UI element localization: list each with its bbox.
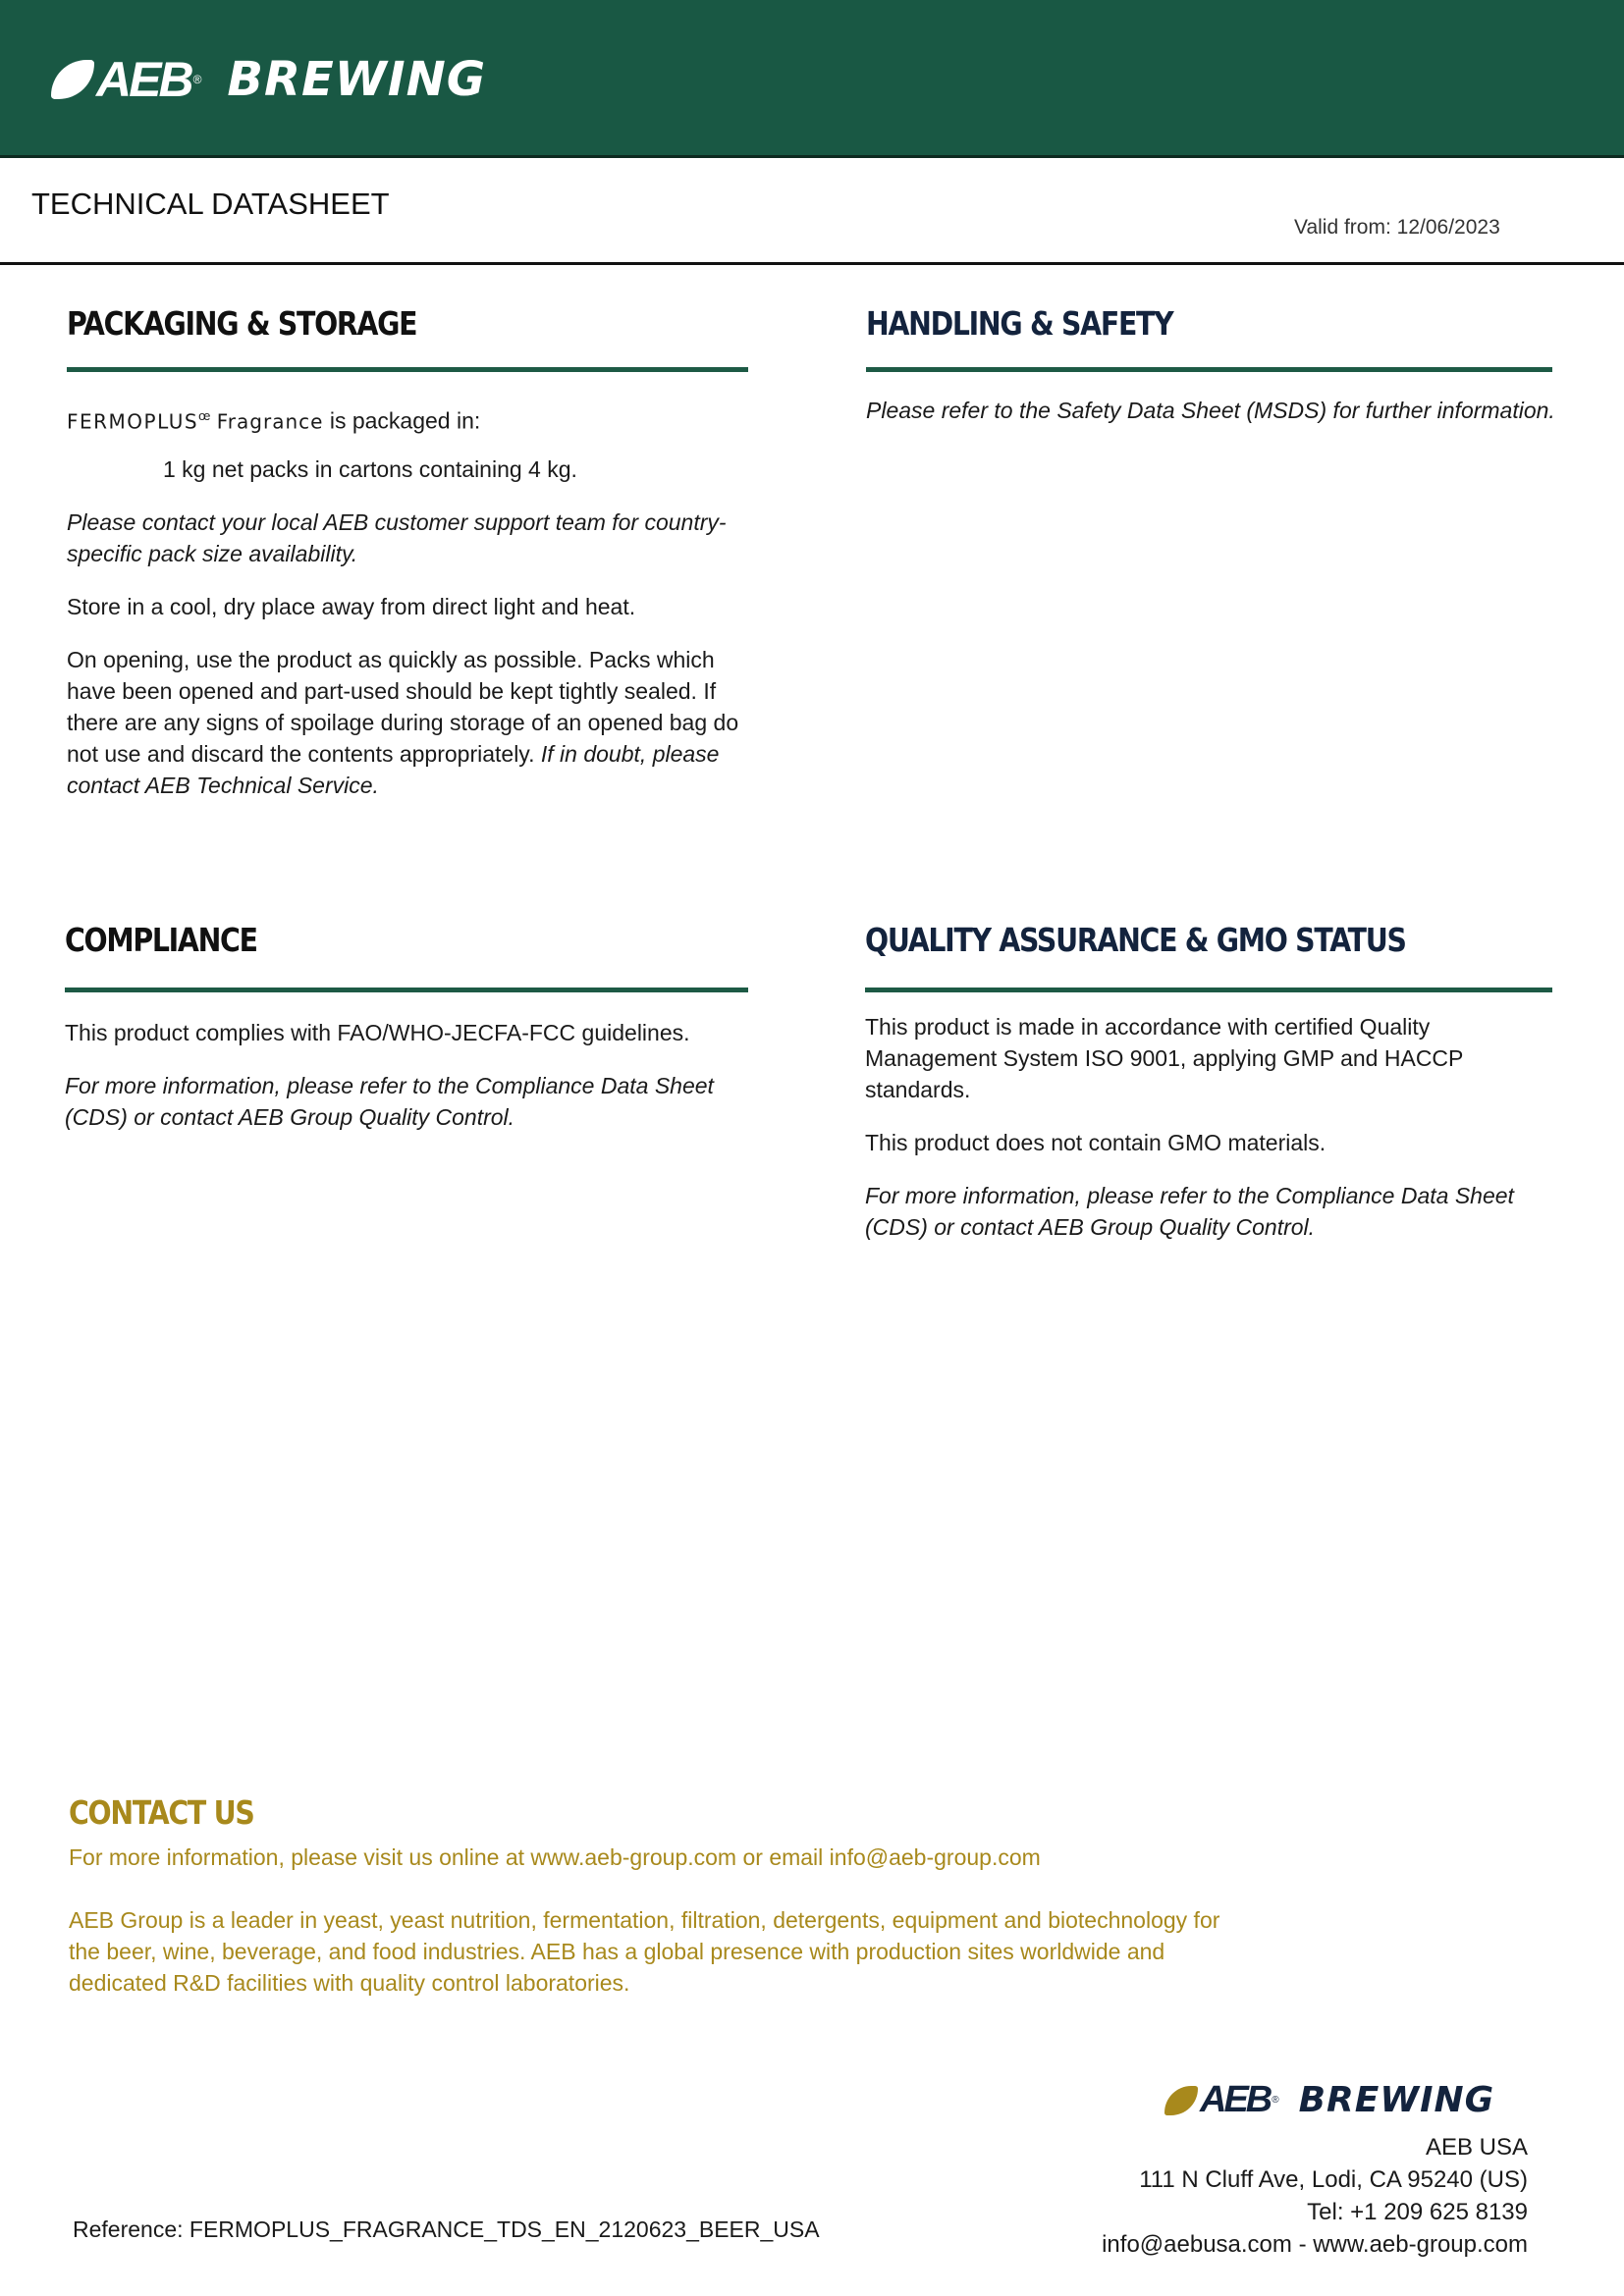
handling-safety-text: Please refer to the Safety Data Sheet (MSDS) for further information.: [866, 398, 1555, 423]
quality-text: This product is made in accordance with certified Quality Management System ISO 9001, applying GMP and HACCP standards.: [865, 1014, 1463, 1102]
contact-us-heading: CONTACT US: [69, 1793, 254, 1832]
pack-availability-note: Please contact your local AEB customer support team for country-specific pack size availability.: [67, 509, 727, 566]
logo-brewing-text: BREWING: [227, 52, 487, 107]
storage-text: Store in a cool, dry place away from direct light and heat.: [67, 594, 636, 619]
leaf-logo-icon: [51, 60, 94, 99]
quality-gmo-heading: QUALITY ASSURANCE & GMO STATUS: [865, 921, 1406, 959]
company-phone: Tel: +1 209 625 8139: [1307, 2199, 1528, 2225]
product-name: FERMOPLUS: [67, 409, 199, 434]
compliance-rule: [65, 988, 748, 992]
footer-logo-registered: ®: [1272, 2095, 1279, 2106]
handling-safety-heading: HANDLING & SAFETY: [866, 304, 1173, 343]
company-address: 111 N Cluff Ave, Lodi, CA 95240 (US): [1139, 2166, 1528, 2193]
title-divider: [0, 262, 1624, 265]
logo-registered-mark: ®: [192, 73, 202, 86]
opening-instructions: On opening, use the product as quickly as possible. Packs which have been opened and part-used should be kept tightly sealed. If there are any signs of spoilage during storage of an opened bag do not use and discard the contents appropriately.: [67, 647, 739, 767]
opening-text: [67, 644, 754, 801]
gmo-status-text: This product does not contain GMO materials.: [865, 1130, 1326, 1155]
packaging-rule: [67, 367, 748, 372]
header-band: [0, 0, 1624, 155]
header-divider: [0, 155, 1624, 158]
handling-rule: [866, 367, 1552, 372]
company-web-email: info@aebusa.com - www.aeb-group.com: [1102, 2231, 1528, 2258]
compliance-heading: COMPLIANCE: [65, 921, 257, 959]
contact-line: For more information, please visit us online at www.aeb-group.com or email info@aeb-group.com: [69, 1844, 1041, 1870]
footer-logo-brewing: BREWING: [1298, 2080, 1495, 2120]
opening-doubt-note: If in doubt, please contact AEB Technical Service.: [67, 741, 720, 798]
product-suffix: œ: [198, 408, 211, 423]
footer-logo: [1164, 2079, 1494, 2121]
packaging-intro: [67, 400, 754, 438]
logo-aeb-text: AEB: [96, 52, 191, 107]
valid-from-date: Valid from: 12/06/2023: [1294, 216, 1500, 239]
compliance-text: This product complies with FAO/WHO-JECFA-FCC guidelines.: [65, 1020, 690, 1045]
quality-rule: [865, 988, 1552, 992]
aeb-brewing-logo: [51, 51, 486, 108]
footer-logo-aeb: AEB: [1200, 2079, 1271, 2120]
company-name: AEB USA: [1425, 2134, 1528, 2161]
document-reference: Reference: FERMOPLUS_FRAGRANCE_TDS_EN_2120623_BEER_USA: [73, 2216, 820, 2242]
footer-leaf-icon: [1164, 2086, 1198, 2115]
packaged-in-text: is packaged in:: [329, 407, 481, 434]
aeb-about-text: AEB Group is a leader in yeast, yeast nutrition, fermentation, filtration, detergents, equipment and biotechnology for the beer, wine, beverage, and food industries. AEB has a global presence with production sites worldwide and dedicated R&D facilities with quality control laboratories.: [69, 1907, 1220, 1996]
quality-more-info: For more information, please refer to the Compliance Data Sheet (CDS) or contact AEB Group Quality Control.: [865, 1183, 1514, 1240]
pack-size-text: 1 kg net packs in cartons containing 4 kg.: [163, 456, 577, 482]
packaging-storage-heading: PACKAGING & STORAGE: [67, 304, 417, 343]
document-title: TECHNICAL DATASHEET: [31, 187, 390, 221]
compliance-more-info: For more information, please refer to the Compliance Data Sheet (CDS) or contact AEB Group Quality Control.: [65, 1073, 714, 1130]
footer-address-block: [1102, 2131, 1528, 2261]
product-variant: Fragrance: [216, 409, 324, 434]
